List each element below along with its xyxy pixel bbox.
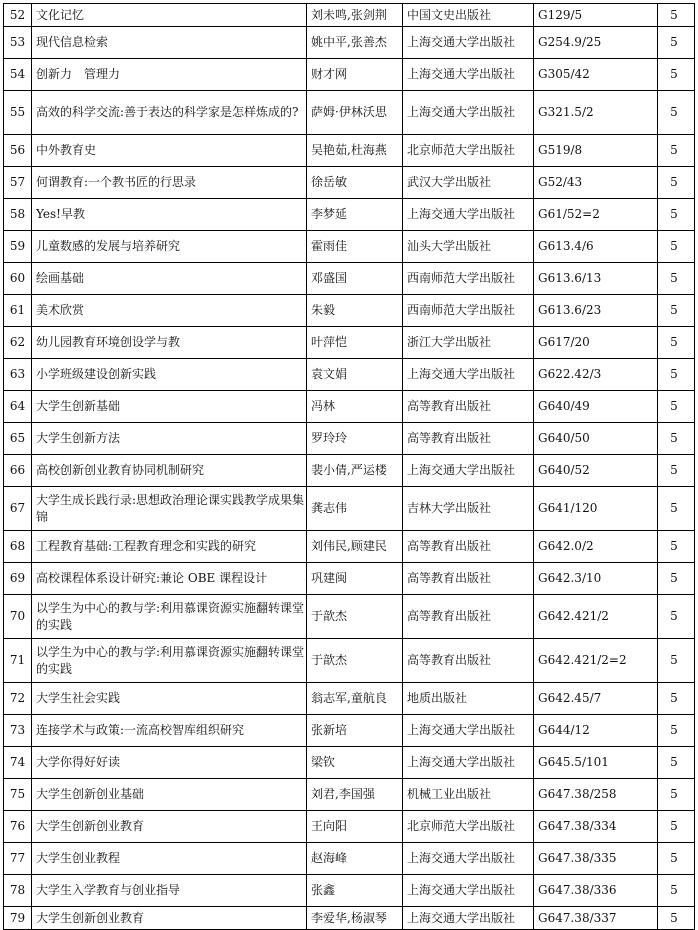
- row-number: 64: [4, 391, 32, 423]
- copy-count: 5: [658, 455, 695, 487]
- copy-count: 5: [658, 231, 695, 263]
- table-row: [4, 843, 695, 875]
- table-row: [4, 135, 695, 167]
- table-row: [4, 4, 695, 27]
- book-publisher: 吉林大学出版社: [403, 487, 534, 531]
- book-title: 大学生创新创业基础: [32, 779, 307, 811]
- book-author: 霍雨佳: [307, 231, 403, 263]
- row-number: 54: [4, 59, 32, 91]
- copy-count: 5: [658, 779, 695, 811]
- book-publisher: 上海交通大学出版社: [403, 715, 534, 747]
- book-publisher: 高等教育出版社: [403, 595, 534, 639]
- copy-count: 5: [658, 27, 695, 59]
- book-publisher: 浙江大学出版社: [403, 327, 534, 359]
- call-number: G642.421/2=2: [534, 639, 658, 683]
- row-number: 63: [4, 359, 32, 391]
- table-row: [4, 359, 695, 391]
- row-number: 59: [4, 231, 32, 263]
- table-row: [4, 531, 695, 563]
- table-row: [4, 91, 695, 135]
- table-row: [4, 423, 695, 455]
- row-number: 58: [4, 199, 32, 231]
- row-number: 52: [4, 4, 32, 27]
- copy-count: 5: [658, 4, 695, 27]
- copy-count: 5: [658, 843, 695, 875]
- table-row: [4, 683, 695, 715]
- call-number: G642.421/2: [534, 595, 658, 639]
- row-number: 75: [4, 779, 32, 811]
- call-number: G642.45/7: [534, 683, 658, 715]
- row-number: 66: [4, 455, 32, 487]
- book-publisher: 上海交通大学出版社: [403, 91, 534, 135]
- book-title: 以学生为中心的教与学:利用慕课资源实施翻转课堂的实践: [32, 595, 307, 639]
- book-author: 刘伟民,顾建民: [307, 531, 403, 563]
- call-number: G644/12: [534, 715, 658, 747]
- table-row: [4, 327, 695, 359]
- book-author: 赵海峰: [307, 843, 403, 875]
- table-row: [4, 747, 695, 779]
- book-publisher: 上海交通大学出版社: [403, 59, 534, 91]
- copy-count: 5: [658, 595, 695, 639]
- row-number: 60: [4, 263, 32, 295]
- copy-count: 5: [658, 811, 695, 843]
- copy-count: 5: [658, 715, 695, 747]
- copy-count: 5: [658, 59, 695, 91]
- copy-count: 5: [658, 531, 695, 563]
- row-number: 73: [4, 715, 32, 747]
- call-number: G640/49: [534, 391, 658, 423]
- book-publisher: 上海交通大学出版社: [403, 455, 534, 487]
- book-title: 工程教育基础:工程教育理念和实践的研究: [32, 531, 307, 563]
- book-title: 绘画基础: [32, 263, 307, 295]
- book-author: 张新培: [307, 715, 403, 747]
- book-title: 中外教育史: [32, 135, 307, 167]
- table-row: [4, 595, 695, 639]
- row-number: 67: [4, 487, 32, 531]
- call-number: G642.0/2: [534, 531, 658, 563]
- call-number: G647.38/337: [534, 907, 658, 930]
- book-author: 徐岳敏: [307, 167, 403, 199]
- book-publisher: 上海交通大学出版社: [403, 359, 534, 391]
- book-title: 大学生成长践行录:思想政治理论课实践教学成果集锦: [32, 487, 307, 531]
- book-author: 朱毅: [307, 295, 403, 327]
- book-title: 文化记忆: [32, 4, 307, 27]
- row-number: 65: [4, 423, 32, 455]
- copy-count: 5: [658, 683, 695, 715]
- table-row: [4, 875, 695, 907]
- row-number: 72: [4, 683, 32, 715]
- row-number: 71: [4, 639, 32, 683]
- call-number: G519/8: [534, 135, 658, 167]
- book-title: 大学生社会实践: [32, 683, 307, 715]
- table-row: [4, 487, 695, 531]
- table-row: [4, 231, 695, 263]
- book-title: 何谓教育:一个教书匠的行思录: [32, 167, 307, 199]
- table-row: [4, 779, 695, 811]
- book-author: 叶萍恺: [307, 327, 403, 359]
- book-title: 以学生为中心的教与学:利用慕课资源实施翻转课堂的实践: [32, 639, 307, 683]
- book-publisher: 上海交通大学出版社: [403, 843, 534, 875]
- book-title: 现代信息检索: [32, 27, 307, 59]
- book-publisher: 高等教育出版社: [403, 391, 534, 423]
- table-row: [4, 715, 695, 747]
- book-title: 大学生创新创业教育: [32, 907, 307, 930]
- row-number: 53: [4, 27, 32, 59]
- call-number: G645.5/101: [534, 747, 658, 779]
- book-author: 财才网: [307, 59, 403, 91]
- table-row: [4, 167, 695, 199]
- call-number: G613.6/23: [534, 295, 658, 327]
- row-number: 70: [4, 595, 32, 639]
- book-author: 于歆杰: [307, 639, 403, 683]
- book-author: 巩建闽: [307, 563, 403, 595]
- book-list-body: [4, 4, 695, 930]
- book-author: 李爱华,杨淑琴: [307, 907, 403, 930]
- book-author: 刘君,李国强: [307, 779, 403, 811]
- row-number: 74: [4, 747, 32, 779]
- table-row: [4, 59, 695, 91]
- row-number: 78: [4, 875, 32, 907]
- table-row: [4, 563, 695, 595]
- book-author: 姚中平,张善杰: [307, 27, 403, 59]
- call-number: G129/5: [534, 4, 658, 27]
- book-publisher: 机械工业出版社: [403, 779, 534, 811]
- table-row: [4, 907, 695, 930]
- table-row: [4, 199, 695, 231]
- book-publisher: 上海交通大学出版社: [403, 875, 534, 907]
- book-publisher: 西南师范大学出版社: [403, 295, 534, 327]
- book-author: 裴小倩,严运楼: [307, 455, 403, 487]
- book-author: 王向阳: [307, 811, 403, 843]
- copy-count: 5: [658, 295, 695, 327]
- book-publisher: 上海交通大学出版社: [403, 747, 534, 779]
- book-author: 邓盛国: [307, 263, 403, 295]
- call-number: G647.38/334: [534, 811, 658, 843]
- call-number: G61/52=2: [534, 199, 658, 231]
- row-number: 56: [4, 135, 32, 167]
- book-author: 梁钦: [307, 747, 403, 779]
- copy-count: 5: [658, 91, 695, 135]
- call-number: G321.5/2: [534, 91, 658, 135]
- call-number: G647.38/335: [534, 843, 658, 875]
- row-number: 68: [4, 531, 32, 563]
- book-publisher: 上海交通大学出版社: [403, 907, 534, 930]
- book-publisher: 高等教育出版社: [403, 639, 534, 683]
- book-author: 张鑫: [307, 875, 403, 907]
- book-publisher: 上海交通大学出版社: [403, 199, 534, 231]
- book-author: 于歆杰: [307, 595, 403, 639]
- copy-count: 5: [658, 391, 695, 423]
- book-title: 创新力 管理力: [32, 59, 307, 91]
- row-number: 77: [4, 843, 32, 875]
- call-number: G640/52: [534, 455, 658, 487]
- copy-count: 5: [658, 639, 695, 683]
- book-publisher: 地质出版社: [403, 683, 534, 715]
- book-publisher: 汕头大学出版社: [403, 231, 534, 263]
- copy-count: 5: [658, 327, 695, 359]
- call-number: G641/120: [534, 487, 658, 531]
- table-row: [4, 811, 695, 843]
- book-title: 大学生入学教育与创业指导: [32, 875, 307, 907]
- book-title: 大学生创业教程: [32, 843, 307, 875]
- copy-count: 5: [658, 563, 695, 595]
- row-number: 62: [4, 327, 32, 359]
- call-number: G642.3/10: [534, 563, 658, 595]
- call-number: G647.38/336: [534, 875, 658, 907]
- call-number: G613.6/13: [534, 263, 658, 295]
- book-title: 高效的科学交流:善于表达的科学家是怎样炼成的?: [32, 91, 307, 135]
- call-number: G52/43: [534, 167, 658, 199]
- row-number: 76: [4, 811, 32, 843]
- table-row: [4, 391, 695, 423]
- book-author: 刘未鸣,张剑荆: [307, 4, 403, 27]
- book-publisher: 中国文史出版社: [403, 4, 534, 27]
- call-number: G613.4/6: [534, 231, 658, 263]
- book-title: 连接学术与政策:一流高校智库组织研究: [32, 715, 307, 747]
- book-publisher: 北京师范大学出版社: [403, 811, 534, 843]
- book-publisher: 高等教育出版社: [403, 563, 534, 595]
- book-title: 高校创新创业教育协同机制研究: [32, 455, 307, 487]
- copy-count: 5: [658, 263, 695, 295]
- call-number: G647.38/258: [534, 779, 658, 811]
- copy-count: 5: [658, 747, 695, 779]
- copy-count: 5: [658, 423, 695, 455]
- copy-count: 5: [658, 875, 695, 907]
- call-number: G622.42/3: [534, 359, 658, 391]
- row-number: 55: [4, 91, 32, 135]
- book-publisher: 高等教育出版社: [403, 423, 534, 455]
- book-title: Yes!早教: [32, 199, 307, 231]
- book-title: 大学生创新基础: [32, 391, 307, 423]
- book-list-table: [3, 3, 695, 930]
- call-number: G617/20: [534, 327, 658, 359]
- book-title: 大学你得好好读: [32, 747, 307, 779]
- book-author: 李梦延: [307, 199, 403, 231]
- copy-count: 5: [658, 135, 695, 167]
- book-publisher: 北京师范大学出版社: [403, 135, 534, 167]
- book-title: 高校课程体系设计研究:兼论 OBE 课程设计: [32, 563, 307, 595]
- table-row: [4, 263, 695, 295]
- book-author: 萨姆·伊林沃思: [307, 91, 403, 135]
- copy-count: 5: [658, 487, 695, 531]
- table-row: [4, 639, 695, 683]
- copy-count: 5: [658, 167, 695, 199]
- copy-count: 5: [658, 907, 695, 930]
- book-author: 袁文娟: [307, 359, 403, 391]
- table-row: [4, 455, 695, 487]
- row-number: 57: [4, 167, 32, 199]
- book-title: 幼儿园教育环境创设学与教: [32, 327, 307, 359]
- book-author: 罗玲玲: [307, 423, 403, 455]
- book-title: 美术欣赏: [32, 295, 307, 327]
- book-author: 吴艳茹,杜海燕: [307, 135, 403, 167]
- table-row: [4, 295, 695, 327]
- row-number: 61: [4, 295, 32, 327]
- copy-count: 5: [658, 199, 695, 231]
- book-title: 小学班级建设创新实践: [32, 359, 307, 391]
- book-publisher: 高等教育出版社: [403, 531, 534, 563]
- book-title: 儿童数感的发展与培养研究: [32, 231, 307, 263]
- call-number: G254.9/25: [534, 27, 658, 59]
- book-publisher: 武汉大学出版社: [403, 167, 534, 199]
- book-author: 龚志伟: [307, 487, 403, 531]
- table-row: [4, 27, 695, 59]
- row-number: 69: [4, 563, 32, 595]
- call-number: G305/42: [534, 59, 658, 91]
- copy-count: 5: [658, 359, 695, 391]
- book-publisher: 西南师范大学出版社: [403, 263, 534, 295]
- book-author: 翁志军,童航良: [307, 683, 403, 715]
- book-publisher: 上海交通大学出版社: [403, 27, 534, 59]
- row-number: 79: [4, 907, 32, 930]
- book-title: 大学生创新创业教育: [32, 811, 307, 843]
- call-number: G640/50: [534, 423, 658, 455]
- book-title: 大学生创新方法: [32, 423, 307, 455]
- book-author: 冯林: [307, 391, 403, 423]
